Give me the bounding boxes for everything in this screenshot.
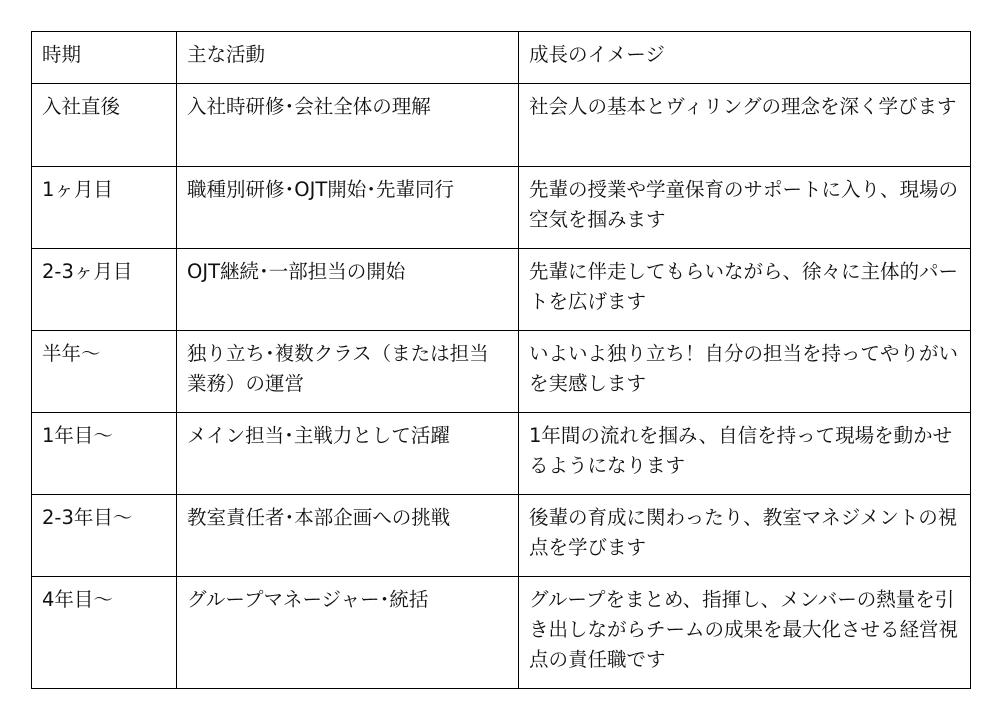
table-row <box>32 84 971 167</box>
table-row <box>32 249 971 331</box>
table-row <box>32 413 971 495</box>
header-period: 時期 <box>32 32 177 84</box>
period-cell: 2-3年目〜 <box>32 495 177 577</box>
growth-cell: 先輩に伴走してもらいながら、徐々に主体的パートを広げます <box>519 249 971 331</box>
activity-cell: 教室責任者･本部企画への挑戦 <box>177 495 519 577</box>
career-growth-table <box>31 31 971 689</box>
growth-cell: 1年間の流れを掴み、自信を持って現場を動かせるようになります <box>519 413 971 495</box>
period-cell: 半年〜 <box>32 331 177 413</box>
period-cell: 1年目〜 <box>32 413 177 495</box>
header-activity: 主な活動 <box>177 32 519 84</box>
period-cell: 入社直後 <box>32 84 177 167</box>
activity-cell: OJT継続･一部担当の開始 <box>177 249 519 331</box>
activity-cell: グループマネージャー･統括 <box>177 577 519 689</box>
growth-cell: 後輩の育成に関わったり、教室マネジメントの視点を学びます <box>519 495 971 577</box>
career-growth-table-container <box>31 31 971 689</box>
table-row <box>32 167 971 249</box>
period-cell: 4年目〜 <box>32 577 177 689</box>
activity-cell: 独り立ち･複数クラス（または担当業務）の運営 <box>177 331 519 413</box>
activity-cell: 入社時研修･会社全体の理解 <box>177 84 519 167</box>
table-row <box>32 495 971 577</box>
activity-cell: 職種別研修･OJT開始･先輩同行 <box>177 167 519 249</box>
period-cell: 1ヶ月目 <box>32 167 177 249</box>
activity-cell: メイン担当･主戦力として活躍 <box>177 413 519 495</box>
growth-cell: 先輩の授業や学童保育のサポートに入り、現場の空気を掴みます <box>519 167 971 249</box>
growth-cell: 社会人の基本とヴィリングの理念を深く学びます <box>519 84 971 167</box>
table-header-row <box>32 32 971 84</box>
growth-cell: グループをまとめ、指揮し、メンバーの熱量を引き出しながらチームの成果を最大化させる経営視点の責任職です <box>519 577 971 689</box>
table-row <box>32 331 971 413</box>
period-cell: 2-3ヶ月目 <box>32 249 177 331</box>
table-row <box>32 577 971 689</box>
growth-cell: いよいよ独り立ち！自分の担当を持ってやりがいを実感します <box>519 331 971 413</box>
header-growth: 成長のイメージ <box>519 32 971 84</box>
